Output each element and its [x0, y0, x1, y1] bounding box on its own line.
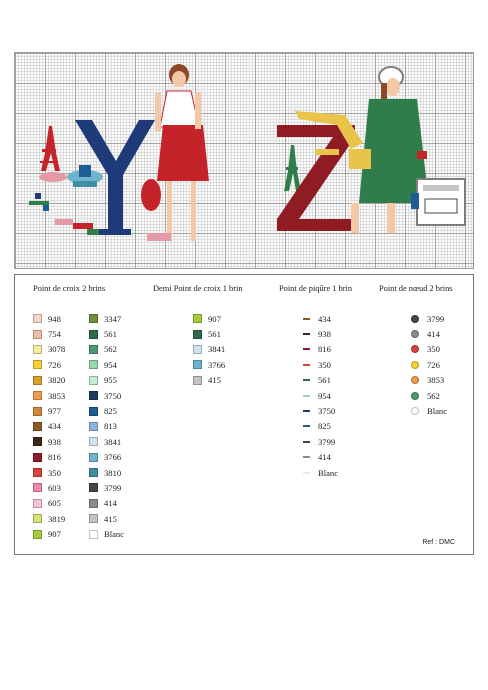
key-row [89, 450, 124, 465]
thread-code: 3853 [427, 375, 445, 386]
key-row [33, 342, 65, 357]
key-row [89, 434, 124, 449]
knot-swatch-icon [411, 315, 419, 323]
key-row [411, 373, 447, 388]
cross-stitch-chart [14, 52, 474, 269]
thread-code: 350 [427, 344, 440, 355]
stitch-swatch-icon [33, 422, 42, 431]
key-row [303, 311, 338, 326]
stitch-swatch-icon [89, 330, 98, 339]
stitch-swatch-icon [33, 330, 42, 339]
thread-code: 825 [104, 406, 117, 417]
key-column-full-cross-b [89, 311, 124, 542]
thread-code: 562 [104, 344, 117, 355]
stitch-swatch-icon [193, 330, 202, 339]
thread-code: 726 [427, 359, 440, 370]
thread-code: 415 [208, 375, 221, 386]
key-row [89, 373, 124, 388]
stitch-swatch-icon [89, 530, 98, 539]
key-row [193, 357, 225, 372]
thread-code: 3750 [318, 406, 336, 417]
key-row [193, 342, 225, 357]
stitch-swatch-icon [89, 422, 98, 431]
key-row [303, 450, 338, 465]
thread-code: 434 [48, 421, 61, 432]
stitch-swatch-icon [33, 376, 42, 385]
reference-label: Ref : DMC [422, 539, 455, 546]
thread-code: 3853 [48, 390, 66, 401]
key-row [33, 373, 65, 388]
thread-code: 948 [48, 313, 61, 324]
thread-code: Blanc [427, 406, 448, 417]
thread-code: 350 [48, 467, 61, 478]
key-row [89, 419, 124, 434]
stitch-swatch-icon [89, 360, 98, 369]
color-key [14, 274, 474, 555]
thread-code: 954 [318, 390, 331, 401]
key-row [411, 326, 447, 341]
stitch-swatch-icon [89, 468, 98, 477]
key-row [411, 357, 447, 372]
thread-code: 816 [318, 344, 331, 355]
backstitch-swatch-icon [303, 364, 310, 366]
thread-code: 561 [104, 329, 117, 340]
key-row [33, 526, 65, 541]
key-row [89, 357, 124, 372]
stitch-swatch-icon [89, 314, 98, 323]
stitch-swatch-icon [89, 376, 98, 385]
key-row [89, 388, 124, 403]
key-row [33, 357, 65, 372]
thread-code: 414 [318, 452, 331, 463]
key-row [303, 342, 338, 357]
stitch-swatch-icon [33, 468, 42, 477]
key-row [89, 465, 124, 480]
fountain [39, 165, 103, 187]
stitch-swatch-icon [33, 391, 42, 400]
stitch-swatch-icon [193, 376, 202, 385]
backstitch-swatch-icon [303, 318, 310, 320]
stitch-swatch-icon [193, 345, 202, 354]
backstitch-swatch-icon [303, 410, 310, 412]
thread-code: 3766 [104, 452, 122, 463]
key-row [33, 388, 65, 403]
thread-code: Blanc [104, 529, 125, 540]
key-row [33, 403, 65, 418]
key-row [303, 388, 338, 403]
key-title-half-cross: Demi Point de croix 1 brin [153, 284, 243, 293]
thread-code: 3799 [427, 313, 445, 324]
key-row [193, 373, 225, 388]
knot-swatch-icon [411, 376, 419, 384]
key-row [33, 434, 65, 449]
stitch-swatch-icon [33, 453, 42, 462]
stitch-swatch-icon [33, 499, 42, 508]
key-row [89, 311, 124, 326]
thread-code: 350 [318, 359, 331, 370]
chart-illustration [15, 53, 475, 270]
key-title-full-cross: Point de croix 2 brins [33, 284, 106, 293]
key-column-french-knot [411, 311, 447, 419]
key-row [33, 311, 65, 326]
stitch-swatch-icon [89, 345, 98, 354]
stitch-swatch-icon [89, 514, 98, 523]
thread-code: 938 [48, 436, 61, 447]
stitch-swatch-icon [89, 499, 98, 508]
key-row [411, 342, 447, 357]
stitch-swatch-icon [33, 345, 42, 354]
thread-code: 3347 [104, 313, 122, 324]
key-row [33, 496, 65, 511]
key-row [303, 434, 338, 449]
knot-swatch-icon [411, 330, 419, 338]
thread-code: 977 [48, 406, 61, 417]
knot-swatch-icon [411, 392, 419, 400]
stitch-swatch-icon [33, 483, 42, 492]
thread-code: 603 [48, 482, 61, 493]
key-title-backstitch: Point de piqûre 1 brin [279, 284, 353, 293]
eiffel-tower-right [284, 145, 301, 191]
backstitch-swatch-icon [303, 379, 310, 381]
stitch-swatch-icon [89, 437, 98, 446]
thread-code: Blanc [318, 467, 339, 478]
key-row [411, 311, 447, 326]
key-row [33, 465, 65, 480]
key-row [89, 511, 124, 526]
thread-code: 825 [318, 421, 331, 432]
eiffel-tower-left [40, 126, 60, 171]
thread-code: 813 [104, 421, 117, 432]
backstitch-swatch-icon [303, 456, 310, 458]
thread-code: 3766 [208, 359, 226, 370]
knot-swatch-icon [411, 361, 419, 369]
key-row [303, 373, 338, 388]
stitch-swatch-icon [89, 483, 98, 492]
backstitch-swatch-icon [303, 441, 310, 443]
key-row [193, 311, 225, 326]
key-row [411, 388, 447, 403]
thread-code: 561 [208, 329, 221, 340]
thread-code: 415 [104, 513, 117, 524]
thread-code: 561 [318, 375, 331, 386]
key-row [303, 465, 338, 480]
thread-code: 3820 [48, 375, 66, 386]
key-row [33, 419, 65, 434]
stitch-swatch-icon [89, 453, 98, 462]
thread-code: 726 [48, 359, 61, 370]
key-row [411, 403, 447, 418]
thread-code: 562 [427, 390, 440, 401]
knot-swatch-icon [411, 407, 419, 415]
thread-code: 605 [48, 498, 61, 509]
key-row [303, 419, 338, 434]
stitch-swatch-icon [33, 314, 42, 323]
key-row [33, 511, 65, 526]
key-row [89, 480, 124, 495]
thread-code: 3841 [208, 344, 226, 355]
thread-code: 434 [318, 313, 331, 324]
stitch-swatch-icon [89, 407, 98, 416]
thread-code: 938 [318, 329, 331, 340]
thread-code: 3750 [104, 390, 122, 401]
thread-code: 754 [48, 329, 61, 340]
stitch-swatch-icon [33, 437, 42, 446]
backstitch-swatch-icon [303, 472, 310, 474]
thread-code: 3841 [104, 436, 122, 447]
thread-code: 414 [104, 498, 117, 509]
backstitch-swatch-icon [303, 348, 310, 350]
key-row [303, 403, 338, 418]
key-row [89, 403, 124, 418]
thread-code: 3810 [104, 467, 122, 478]
thread-code: 3799 [318, 436, 336, 447]
thread-code: 3799 [104, 482, 122, 493]
key-row [89, 526, 124, 541]
key-row [89, 342, 124, 357]
thread-code: 954 [104, 359, 117, 370]
thread-code: 907 [48, 529, 61, 540]
thread-code: 414 [427, 329, 440, 340]
key-row [89, 496, 124, 511]
stitch-swatch-icon [33, 407, 42, 416]
stitch-swatch-icon [193, 360, 202, 369]
girl-figure-left [141, 64, 209, 241]
knot-swatch-icon [411, 345, 419, 353]
backstitch-swatch-icon [303, 395, 310, 397]
stitch-swatch-icon [193, 314, 202, 323]
key-column-full-cross-a [33, 311, 65, 542]
luggage-trunk [411, 179, 465, 225]
key-row [193, 326, 225, 341]
stitch-swatch-icon [89, 391, 98, 400]
backstitch-swatch-icon [303, 333, 310, 335]
key-column-backstitch [303, 311, 338, 480]
thread-code: 3819 [48, 513, 66, 524]
key-row [89, 326, 124, 341]
key-column-half-cross [193, 311, 225, 388]
backstitch-swatch-icon [303, 425, 310, 427]
key-row [303, 357, 338, 372]
key-row [33, 326, 65, 341]
thread-code: 955 [104, 375, 117, 386]
thread-code: 3078 [48, 344, 66, 355]
key-row [33, 480, 65, 495]
stitch-swatch-icon [33, 514, 42, 523]
flower-border-left [29, 193, 99, 235]
key-title-french-knot: Point de nœud 2 brins [379, 284, 453, 293]
stitch-swatch-icon [33, 360, 42, 369]
key-row [33, 450, 65, 465]
key-row [303, 326, 338, 341]
stitch-swatch-icon [33, 530, 42, 539]
thread-code: 816 [48, 452, 61, 463]
thread-code: 907 [208, 313, 221, 324]
